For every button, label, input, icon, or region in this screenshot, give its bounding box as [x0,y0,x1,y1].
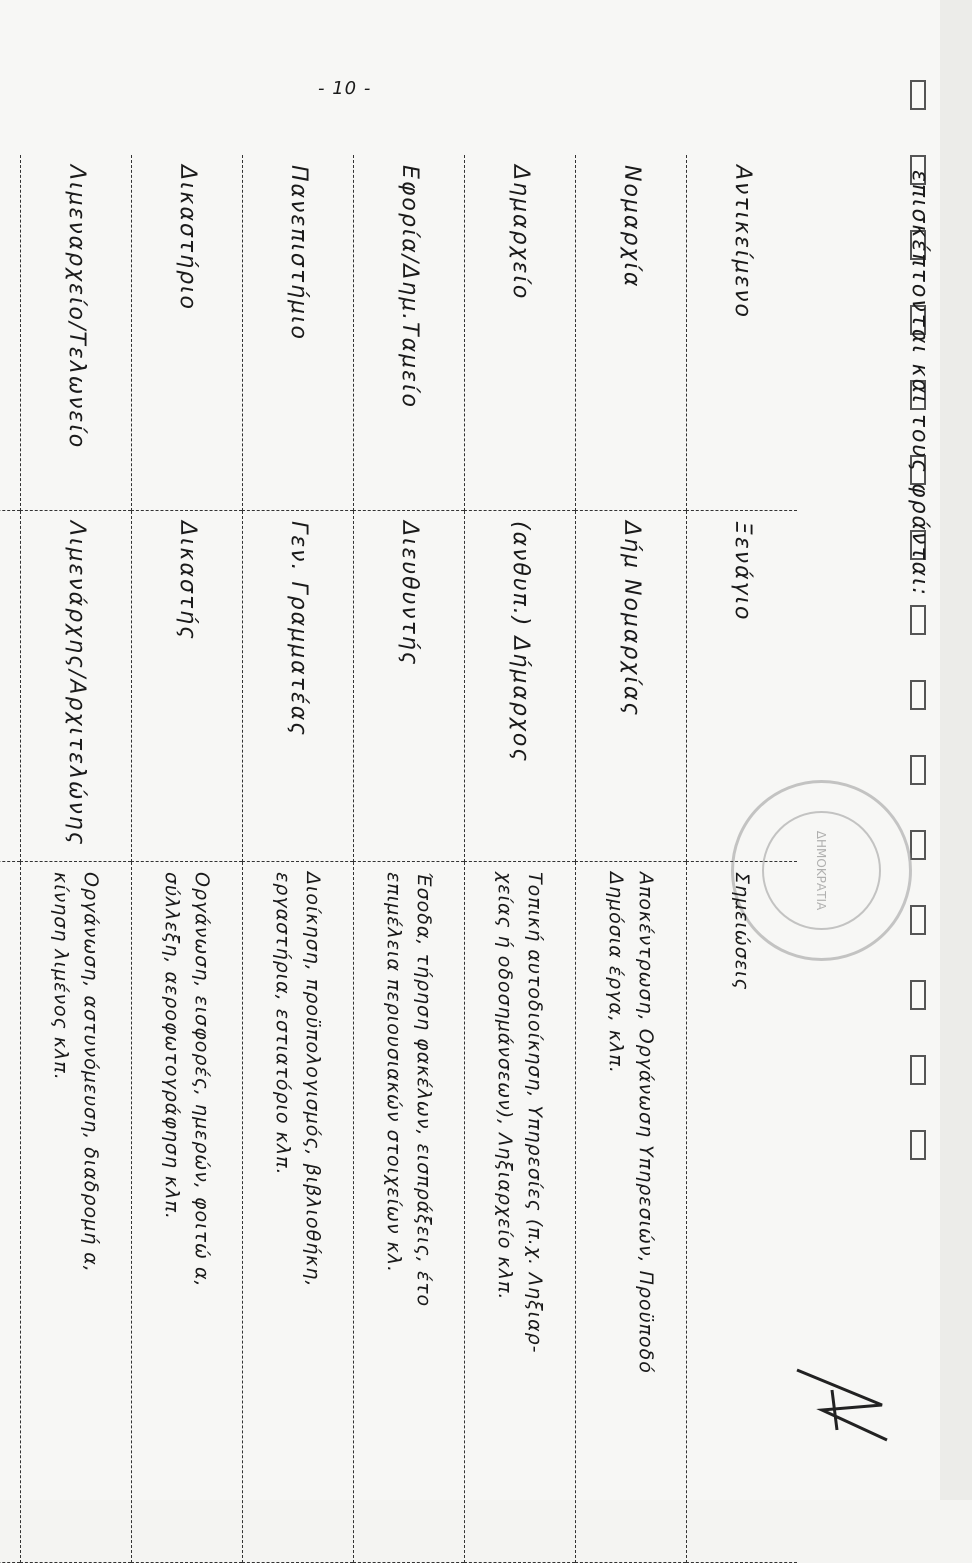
visits-table [0,155,797,1563]
note-line: εργαστήρια, εστιατόριο κλπ. [272,872,294,1176]
cell-place: Νομαρχία [576,155,687,511]
note-line: χείας ή οδοσημάνσεων), Ληξιαρχείο κλπ. [494,872,516,1301]
table-header-row [687,155,798,1563]
header-person: Ξενάγιο [687,511,798,862]
cell-person: Δήμ Νομαρχίας [576,511,687,862]
table-row [21,155,132,1563]
cell-place: Δικαστήριο [132,155,243,511]
cell-notes [576,862,687,1563]
note-line: σύλλεξη, αεροφωτογράφηση κλπ. [161,872,183,1220]
cell-person: (ανθυπ.) Δήμαρχος [465,511,576,862]
table-row [132,155,243,1563]
cell-place: Λιμεναρχείο/Τελωνείο [21,155,132,511]
cell-person: Δικαστής [132,511,243,862]
cell-person [0,511,21,862]
note-line: κίνηση λιμένος κλπ. [50,872,72,1081]
cell-place: Εφορία/Δημ.Ταμείο [354,155,465,511]
cell-person: Διευθυντής [354,511,465,862]
table-row [465,155,576,1563]
table-row [576,155,687,1563]
cell-notes [354,862,465,1563]
page-heading: επισκέπτονται και τους φράνται: [907,170,932,597]
handwritten-signature [782,1360,892,1450]
note-line: Διοίκηση, προϋπολογισμός, βιβλιοθήκη, [302,872,324,1288]
note-line: Αποκέντρωση, Οργάνωση Υπηρεσιών, Προϋποδό [635,872,657,1374]
header-place: Αντικείμενο [687,155,798,511]
note-line: επιμέλεια περιουσιακών στοιχείων κλ. [383,872,405,1274]
note-line: Έσοδα, τήρηση φακέλων, εισπράξεις, έτο [413,872,435,1308]
cell-notes [0,862,21,1563]
cell-person: Γεν. Γραμματέας [243,511,354,862]
table-row [0,155,21,1563]
table-row [354,155,465,1563]
note-line: Δημόσια έργα, κλπ. [605,872,627,1074]
cell-notes [21,862,132,1563]
note-line: Οργάνωση, εισφορές, ημερών, φοιτώ α, [191,872,213,1288]
table-row [243,155,354,1563]
cell-place: Πανεπιστήμιο [243,155,354,511]
cell-notes [243,862,354,1563]
cell-notes [132,862,243,1563]
header-notes: Σημειώσεις [687,862,798,1563]
cell-place [0,155,21,511]
cell-person: Λιμενάρχης/Αρχιτελώνης [21,511,132,862]
cell-notes [465,862,576,1563]
note-line: Οργάνωση, αστυνόμευση, διαδρομή α, [80,872,102,1273]
cell-place: Δημαρχείο [465,155,576,511]
note-line: Τοπική αυτοδιοίκηση, Υπηρεσίες (π.χ. Ληξιαρ- [524,872,546,1354]
stamp-text: ΔΗΜΟΚΡΑΤΙΑ [762,811,881,930]
page-number: - 10 - [318,78,372,99]
